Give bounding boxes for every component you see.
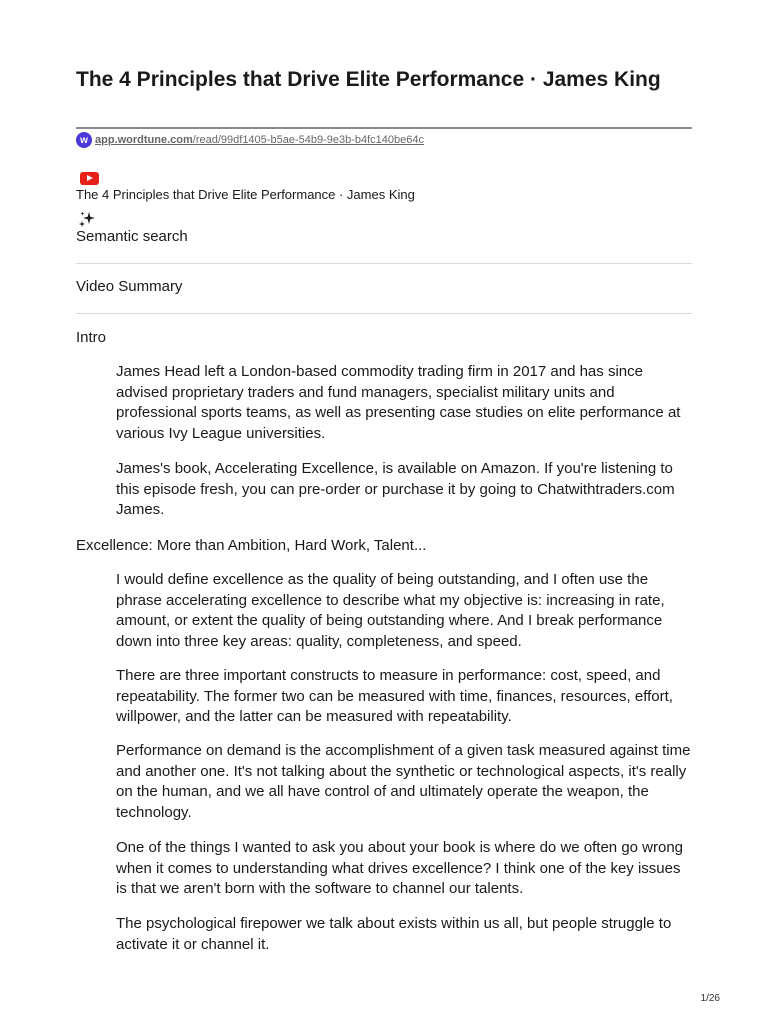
section-heading: Intro xyxy=(76,329,107,346)
summary-paragraph: The psychological firepower we talk about exists within us all, but people struggle to activate it or channel it. xyxy=(116,915,672,953)
title-underline xyxy=(76,127,692,129)
youtube-icon xyxy=(80,172,99,185)
summary-paragraph: I would define excellence as the quality of being outstanding, and I often use the phrase accelerating excellence to describe what my objective is: increasing in rate, amount, or extent the quality of being outstanding where. And I break performance down into three key areas: quality, completeness, and speed. xyxy=(116,571,665,650)
divider xyxy=(76,263,692,264)
summary-paragraph: James Head left a London-based commodity trading firm in 2017 and has since advised proprietary traders and fund managers, specialist military units and professional sports teams, as well as presenting case studies on elite performance at various Ivy League universities. xyxy=(116,363,681,442)
section-heading: Excellence: More than Ambition, Hard Work, Talent... xyxy=(76,537,427,554)
summary-paragraph: One of the things I wanted to ask you about your book is where do we often go wrong when it comes to understanding what drives excellence? I think one of the key issues is that we aren't born with the software to channel our talents. xyxy=(116,839,684,898)
sparkle-icon xyxy=(78,210,96,228)
document-title: The 4 Principles that Drive Elite Performance · James King xyxy=(76,68,661,91)
source-domain: app.wordtune.com xyxy=(95,134,193,146)
semantic-search-label[interactable]: Semantic search xyxy=(76,228,188,245)
summary-paragraph: James's book, Accelerating Excellence, is available on Amazon. If you're listening to this episode fresh, you can pre-order or purchase it by going to Chatwithtraders.com James. xyxy=(116,460,675,519)
video-summary-heading: Video Summary xyxy=(76,278,183,295)
summary-paragraph: Performance on demand is the accomplishment of a given task measured against time and another one. It's not talking about the synthetic or technological aspects, it's really on the human, and we all have control of and ultimately operate the weapon, the technology. xyxy=(116,742,691,821)
divider xyxy=(76,313,692,314)
wordtune-logo-icon: w xyxy=(76,132,92,148)
source-link-row[interactable] xyxy=(76,132,424,148)
video-title: The 4 Principles that Drive Elite Performance · James King xyxy=(76,187,415,202)
summary-paragraph: There are three important constructs to measure in performance: cost, speed, and repeatability. The former two can be measured with time, finances, resources, effort, willpower, and the latter can be measured with repeatability. xyxy=(116,667,673,726)
source-path: /read/99df1405-b5ae-54b9-9e3b-b4fc140be64c xyxy=(192,134,424,146)
source-url-link[interactable] xyxy=(95,134,424,146)
page-number: 1/26 xyxy=(700,993,720,1004)
